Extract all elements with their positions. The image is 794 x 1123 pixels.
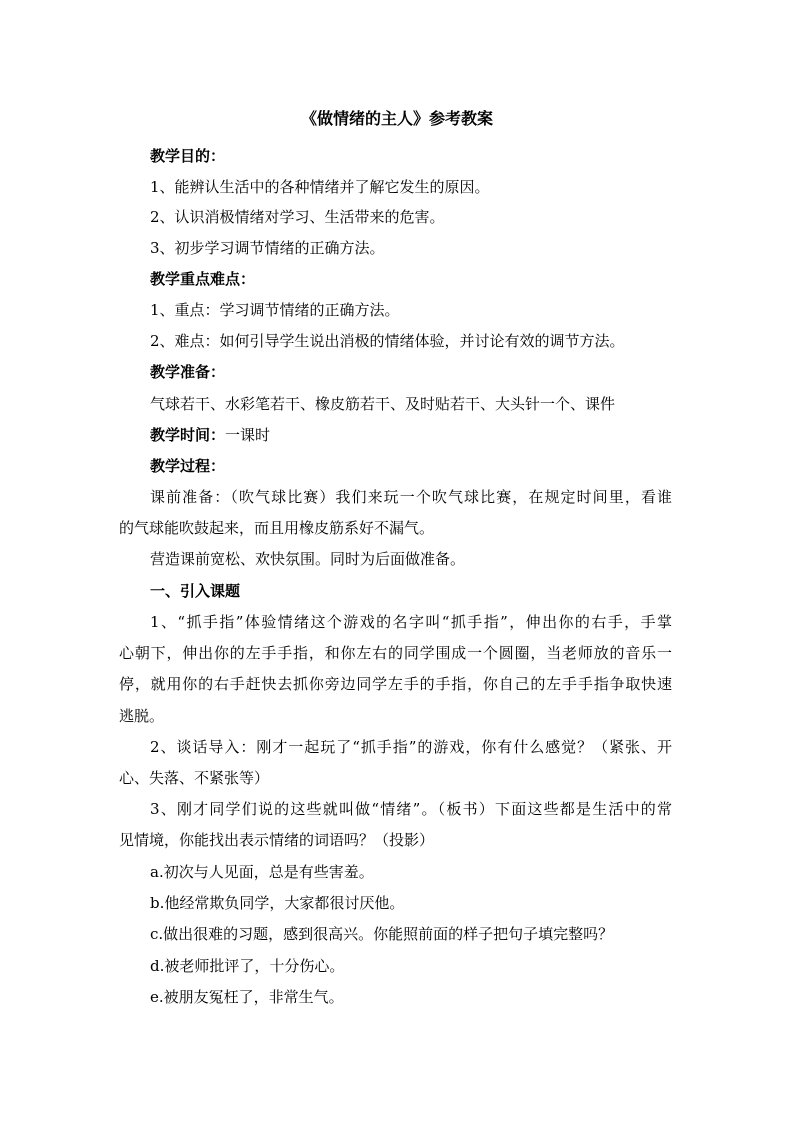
example-a: a.初次与人见面，总是有些害羞。	[150, 863, 374, 881]
example-b: b.他经常欺负同学，大家都很讨厌他。	[150, 894, 405, 912]
time-text: 一课时	[225, 426, 271, 444]
objective-item-3: 3、初步学习调节情绪的正确方法。	[150, 239, 385, 257]
process-heading: 教学过程：	[150, 457, 226, 475]
prep-heading: 教学准备：	[150, 363, 226, 381]
document-title: 《做情绪的主人》参考教案	[300, 109, 493, 128]
objective-item-1: 1、能辨认生活中的各种情绪并了解它发生的原因。	[150, 178, 490, 196]
atmosphere-text: 营造课前宽松、欢快氛围。同时为后面做准备。	[150, 550, 466, 568]
pre-class-line-1: 课前准备：（吹气球比赛）我们来玩一个吹气球比赛，在规定时间里，看谁	[150, 488, 672, 506]
step1-line-3: 停，就用你的右手赶快去抓你旁边同学左手的手指，你自己的左手手指争取快速	[119, 675, 672, 693]
keypoint-item-1: 1、重点：学习调节情绪的正确方法。	[150, 301, 400, 319]
step1-line-2: 心朝下，伸出你的左手手指，和你左右的同学围成一个圆圈，当老师放的音乐一	[119, 644, 672, 662]
step3-line-2: 见情境，你能找出表示情绪的词语吗？（投影）	[119, 831, 435, 849]
step3-line-1: 3、刚才同学们说的这些就叫做“情绪”。（板书）下面这些都是生活中的常	[150, 800, 672, 818]
pre-class-line-2: 的气球能吹鼓起来，而且用橡皮筋系好不漏气。	[119, 519, 435, 537]
example-d: d.被老师批评了，十分伤心。	[150, 957, 345, 975]
time-heading: 教学时间：	[150, 426, 226, 444]
objective-item-2: 2、认识消极情绪对学习、生活带来的危害。	[150, 208, 445, 226]
example-c: c.做出很难的习题，感到很高兴。你能照前面的样子把句子填完整吗？	[150, 925, 614, 943]
keypoints-heading: 教学重点难点：	[150, 270, 256, 288]
section1-heading: 一、引入课题	[150, 582, 241, 600]
step1-line-4: 逃脱。	[119, 707, 165, 725]
step2-line-1: 2、谈话导入：刚才一起玩了“抓手指”的游戏，你有什么感觉？（紧张、开	[150, 738, 672, 756]
step1-line-1: 1、“抓手指”体验情绪这个游戏的名字叫“抓手指”，伸出你的右手，手掌	[150, 613, 672, 631]
objectives-heading: 教学目的：	[150, 147, 226, 165]
keypoint-item-2: 2、难点：如何引导学生说出消极的情绪体验，并讨论有效的调节方法。	[150, 332, 625, 350]
time-row	[150, 424, 270, 445]
prep-text: 气球若干、水彩笔若干、橡皮筋若干、及时贴若干、大头针一个、课件	[150, 395, 616, 413]
step2-line-2: 心、失落、不紧张等）	[119, 769, 270, 787]
example-e: e.被朋友冤枉了，非常生气。	[150, 988, 344, 1006]
